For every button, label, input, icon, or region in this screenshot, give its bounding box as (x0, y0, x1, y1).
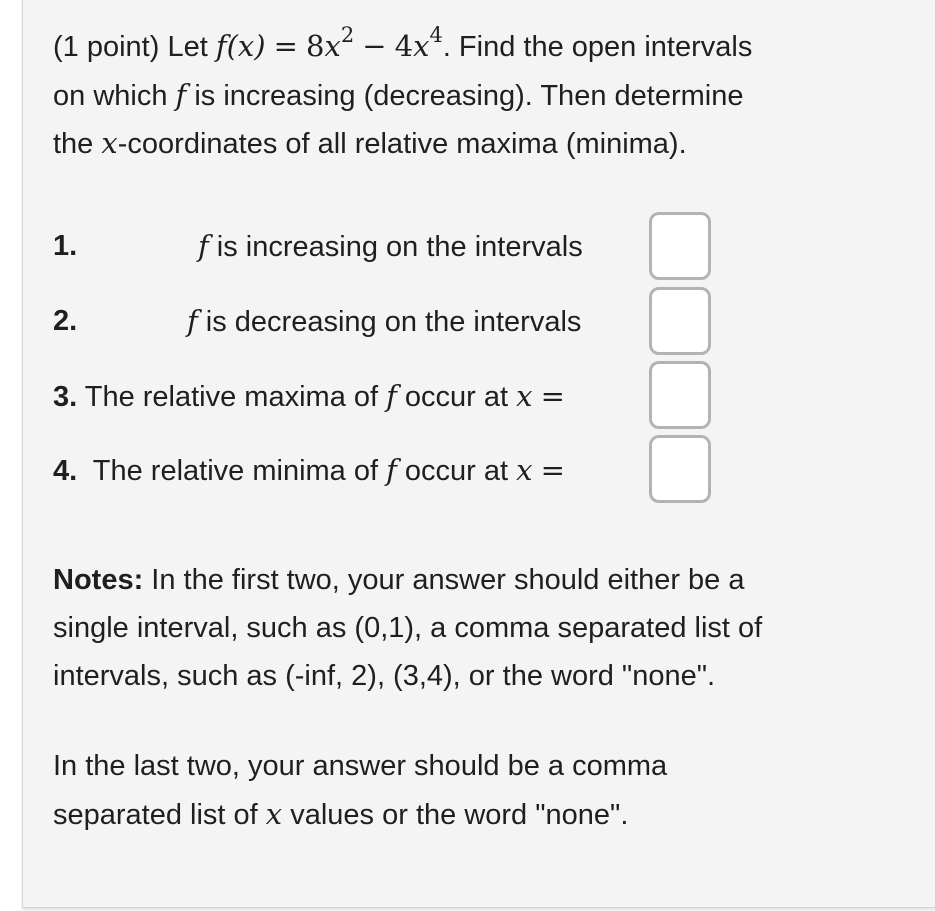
relative-maxima-input[interactable] (652, 364, 708, 426)
notes-line-2: single interval, such as (0,1), a comma separated list of (53, 612, 763, 644)
item-number-3: 3. (53, 381, 78, 413)
notes-para2-line-1: In the last two, your answer should be a comma (53, 750, 668, 782)
increasing-intervals-input[interactable] (652, 215, 708, 277)
answer-box-4[interactable] (649, 435, 711, 503)
relative-minima-input[interactable] (652, 438, 708, 500)
item-number-4: 4. (53, 455, 78, 487)
notes-para2-line-2: separated list of x values or the word "none". (53, 797, 629, 831)
item-3-label: 3. The relative maxima of f occur at x = (53, 379, 565, 413)
item-number-2: 2. (53, 305, 78, 337)
item-4-label: 4. The relative minima of f occur at x = (53, 453, 565, 487)
problem-line-2: on which f is increasing (decreasing). Then determine (53, 78, 744, 112)
points-label: (1 point) (53, 31, 160, 63)
answer-box-3[interactable] (649, 361, 711, 429)
notes-line-3: intervals, such as (-inf, 2), (3,4), or the word "none". (53, 660, 716, 692)
function-name: f(x) (215, 29, 266, 63)
item-2-label: f is decreasing on the intervals (187, 304, 582, 338)
decreasing-intervals-input[interactable] (652, 290, 708, 352)
notes-line-1: Notes: In the first two, your answer should either be a (53, 564, 745, 596)
problem-line-1: (1 point) Let $f(x) = 8x^2 - 4x^4$. Find the open intervals (53, 23, 753, 63)
answer-box-2[interactable] (649, 287, 711, 355)
item-number-1: 1. (53, 230, 78, 262)
answer-box-1[interactable] (649, 212, 711, 280)
problem-line-3: the x-coordinates of all relative maxima (minima). (53, 126, 687, 160)
notes-label: Notes: (53, 564, 144, 596)
item-1-label: f is increasing on the intervals (198, 229, 583, 263)
